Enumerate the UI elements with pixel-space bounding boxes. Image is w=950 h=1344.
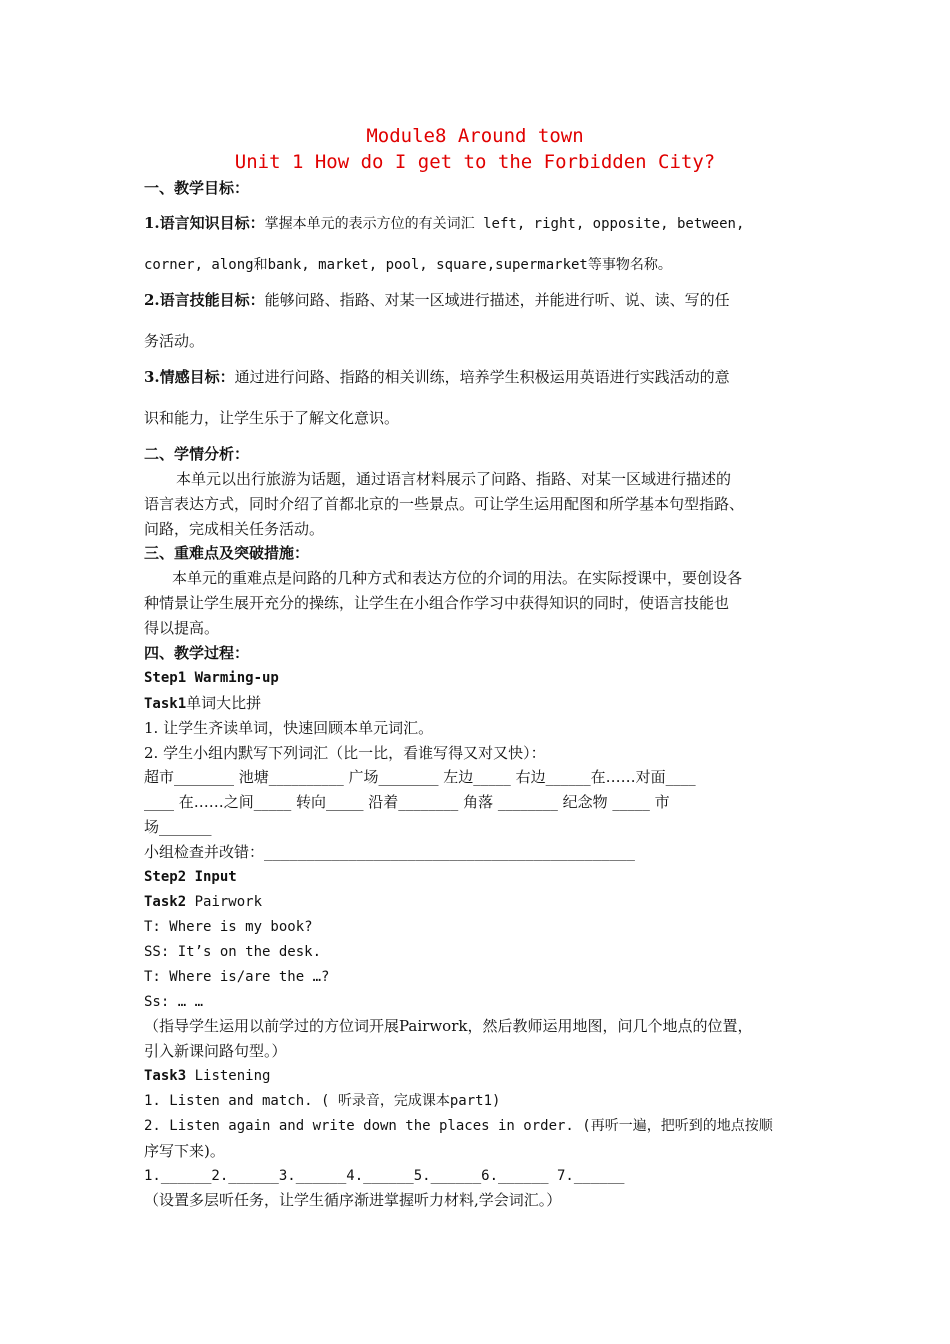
task1-text: 单词大比拼 bbox=[186, 694, 262, 712]
task1-heading bbox=[144, 693, 808, 714]
group-check bbox=[144, 842, 808, 863]
keypoints-para-3: 得以提高。 bbox=[144, 619, 220, 637]
title-unit: Unit 1 How do I get to the Forbidden City? bbox=[234, 151, 716, 173]
keypoints-para-1: 本单元的重难点是问路的几种方式和表达方位的介词的用法。在实际授课中，要创设各 bbox=[172, 569, 743, 587]
goal-2 bbox=[144, 290, 808, 310]
group-check-label: 小组检查并改错： bbox=[144, 843, 265, 861]
vocab-line-3: 场_______ bbox=[144, 818, 212, 836]
analysis-para-2: 语言表达方式，同时介绍了首都北京的一些景点。可让学生运用配图和所学基本句型指路、 bbox=[144, 495, 745, 513]
dialogue-line-1: T: Where is my book? bbox=[144, 919, 313, 935]
step2-heading: Step2 Input bbox=[144, 869, 237, 885]
listening-item-2-cont: 序写下来)。 bbox=[144, 1142, 225, 1160]
goal-1-text: 掌握本单元的表示方位的有关词汇 left, right, opposite, between, bbox=[264, 216, 745, 232]
dialogue-line-4: Ss: … … bbox=[144, 994, 204, 1010]
task1-item-2: 2. 学生小组内默写下列词汇（比一比，看谁写得又对又快）： bbox=[144, 744, 546, 762]
goal-3-text: 通过进行问路、指路的相关训练，培养学生积极运用英语进行实践活动的意 bbox=[234, 368, 730, 386]
task2-text: Pairwork bbox=[194, 894, 263, 910]
group-check-blank: ____________________________________________ bbox=[264, 845, 635, 861]
goal-2-cont: 务活动。 bbox=[144, 332, 205, 350]
vocab-line-1: 超市________ 池塘__________ 广场________ 左边_____ 右边______在……对面____ bbox=[144, 768, 696, 786]
vocab-line-2: ____ 在……之间_____ 转向_____ 沿着________ 角落 ________ 纪念物 _____ 市 bbox=[144, 793, 670, 811]
section-heading-process: 四、教学过程： bbox=[144, 644, 250, 662]
task3-heading bbox=[144, 1066, 808, 1086]
task1-label: Task1 bbox=[144, 696, 187, 712]
listening-note: （设置多层听任务，让学生循序渐进掌握听力材料,学会词汇。） bbox=[144, 1191, 562, 1209]
section-heading-keypoints: 三、重难点及突破措施： bbox=[144, 544, 310, 562]
goal-3-label: 3.情感目标： bbox=[144, 368, 235, 386]
goal-1-cont: corner, along和bank, market, pool, square,supermarket等事物名称。 bbox=[144, 257, 672, 273]
goal-1 bbox=[144, 213, 808, 234]
goal-1-label: 1.语言知识目标： bbox=[144, 214, 265, 232]
listening-item-2: 2. Listen again and write down the places in order. (再听一遍，把听到的地点按顺 bbox=[144, 1118, 773, 1134]
section-heading-analysis: 二、学情分析： bbox=[144, 445, 250, 463]
dialogue-line-2: SS: It’s on the desk. bbox=[144, 944, 322, 960]
pairwork-note-1: （指导学生运用以前学过的方位词开展Pairwork，然后教师运用地图，问几个地点的位置， bbox=[144, 1017, 753, 1035]
goal-3-cont: 识和能力，让学生乐于了解文化意识。 bbox=[144, 409, 400, 427]
task3-label: Task3 bbox=[144, 1068, 187, 1084]
goal-2-text: 能够问路、指路、对某一区域进行描述，并能进行听、说、读、写的任 bbox=[264, 291, 730, 309]
listening-blanks: 1.______2.______3.______4.______5.______6.______ 7.______ bbox=[144, 1168, 625, 1184]
listening-item-1: 1. Listen and match. ( 听录音，完成课本part1) bbox=[144, 1093, 501, 1109]
task1-item-1: 1. 让学生齐读单词，快速回顾本单元词汇。 bbox=[144, 719, 434, 737]
title-module: Module8 Around town bbox=[366, 125, 584, 147]
analysis-para-3: 问路，完成相关任务活动。 bbox=[144, 520, 325, 538]
step1-heading: Step1 Warming-up bbox=[144, 670, 279, 686]
section-heading-goals: 一、教学目标： bbox=[144, 179, 250, 197]
analysis-para-1: 本单元以出行旅游为话题，通过语言材料展示了问路、指路、对某一区域进行描述的 bbox=[176, 470, 732, 488]
task2-label: Task2 bbox=[144, 894, 187, 910]
task3-text: Listening bbox=[194, 1068, 271, 1084]
goal-3 bbox=[144, 367, 808, 387]
goal-2-label: 2.语言技能目标： bbox=[144, 291, 265, 309]
dialogue-line-3: T: Where is/are the …? bbox=[144, 969, 330, 985]
pairwork-note-2: 引入新课问路句型。） bbox=[144, 1042, 287, 1060]
task2-heading bbox=[144, 892, 808, 912]
keypoints-para-2: 种情景让学生展开充分的操练，让学生在小组合作学习中获得知识的同时，使语言技能也 bbox=[144, 594, 730, 612]
